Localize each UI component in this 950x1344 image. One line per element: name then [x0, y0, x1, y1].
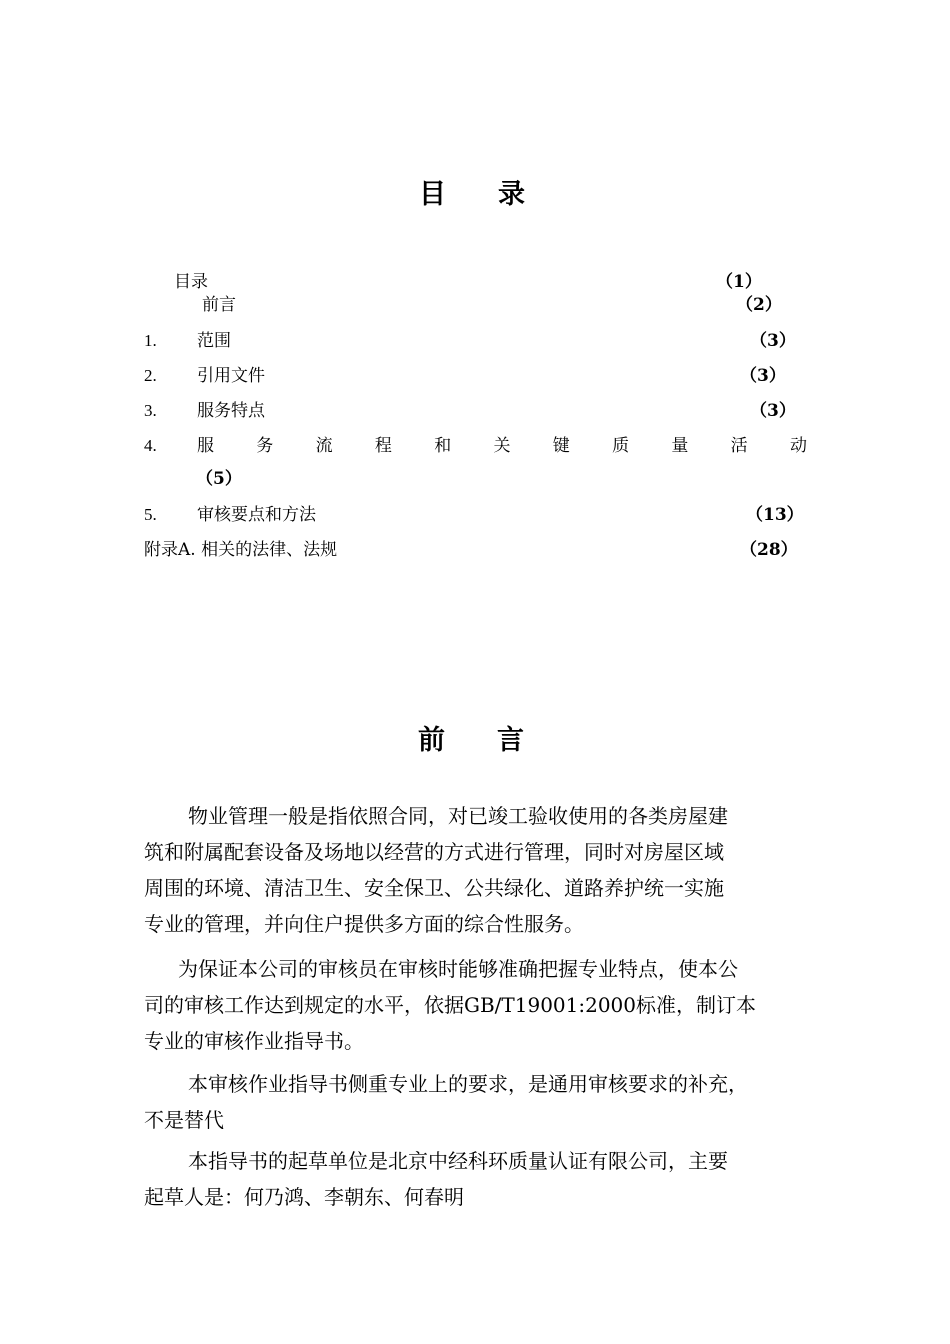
toc-entry-label-char: 程	[374, 436, 392, 456]
toc-entry-page: （3）	[750, 331, 796, 351]
preface-title	[418, 718, 524, 757]
toc-title-char-2: 录	[498, 179, 525, 210]
preface-paragraph-1	[144, 798, 728, 942]
toc-entry-label[interactable]: 服务特点	[197, 401, 265, 421]
toc-entry-number: 2.	[144, 366, 157, 385]
preface-title-char-2: 言	[497, 725, 524, 756]
toc-entry-number: 4.	[144, 436, 157, 455]
paragraph-line: 本指导书的起草单位是北京中经科环质量认证有限公司，主要	[188, 1149, 728, 1173]
toc-entry-label-char: 质	[612, 436, 630, 456]
paragraph-line: 专业的管理，并向住户提供多方面的综合性服务。	[144, 912, 584, 936]
toc-entry-label-char: 流	[315, 436, 333, 456]
preface-paragraph-3	[144, 1066, 748, 1138]
toc-entry-label[interactable]: 目录	[174, 272, 208, 292]
toc-entry-number: 1.	[144, 331, 157, 350]
toc-entry-label[interactable]: 审核要点和方法	[197, 505, 316, 525]
paragraph-line: 筑和附属配套设备及场地以经营的方式进行管理，同时对房屋区域	[144, 840, 724, 864]
toc-entry-label-char: 动	[789, 436, 807, 456]
toc-entry-page: （3）	[750, 401, 796, 421]
toc-entry-label-char: 键	[552, 436, 570, 456]
preface-paragraph-2	[144, 951, 756, 1059]
preface-paragraph-4	[144, 1143, 728, 1215]
toc-entry-label-char: 量	[671, 436, 689, 456]
paragraph-line: 物业管理一般是指依照合同，对已竣工验收使用的各类房屋建	[188, 804, 728, 828]
paragraph-line: 起草人是：何乃鸿、李朝东、何春明	[144, 1185, 464, 1209]
toc-entry-label-char: 关	[493, 436, 511, 456]
toc-entry-page: （1）	[716, 272, 762, 292]
paragraph-line: 司的审核工作达到规定的水平，依据GB/T19001:2000标准，制订本	[144, 993, 757, 1017]
paragraph-line: 为保证本公司的审核员在审核时能够准确把握专业特点，使本公	[178, 957, 738, 981]
toc-entry-number: 3.	[144, 401, 157, 420]
toc-entry-page: （2）	[736, 295, 782, 315]
paragraph-line: 本审核作业指导书侧重专业上的要求，是通用审核要求的补充，	[188, 1072, 748, 1096]
toc-entry-label[interactable]: 引用文件	[197, 366, 265, 386]
toc-entry-number: 5.	[144, 505, 157, 524]
toc-entry-label-char: 务	[256, 436, 274, 456]
toc-entry-label-char: 活	[730, 436, 748, 456]
toc-entry-label-char: 和	[434, 436, 452, 456]
paragraph-line: 专业的审核作业指导书。	[144, 1029, 364, 1053]
toc-title-char-1: 目	[419, 179, 446, 210]
toc-entry-page: （28）	[740, 540, 798, 560]
toc-entry-label[interactable]: 前言	[202, 295, 236, 315]
toc-entry-label[interactable]: 附录A. 相关的法律、法规	[144, 540, 338, 560]
toc-entry-label-justified[interactable]	[197, 435, 807, 457]
toc-entry-page: （5）	[196, 469, 242, 489]
toc-entry-page: （13）	[746, 505, 804, 525]
toc-entry-label-char: 服	[197, 436, 214, 456]
paragraph-line: 周围的环境、清洁卫生、安全保卫、公共绿化、道路养护统一实施	[144, 876, 724, 900]
toc-entry-page: （3）	[740, 366, 786, 386]
toc-entry-label[interactable]: 范围	[197, 331, 231, 351]
toc-title	[419, 172, 525, 211]
preface-title-char-1: 前	[418, 725, 445, 756]
paragraph-line: 不是替代	[144, 1108, 224, 1132]
